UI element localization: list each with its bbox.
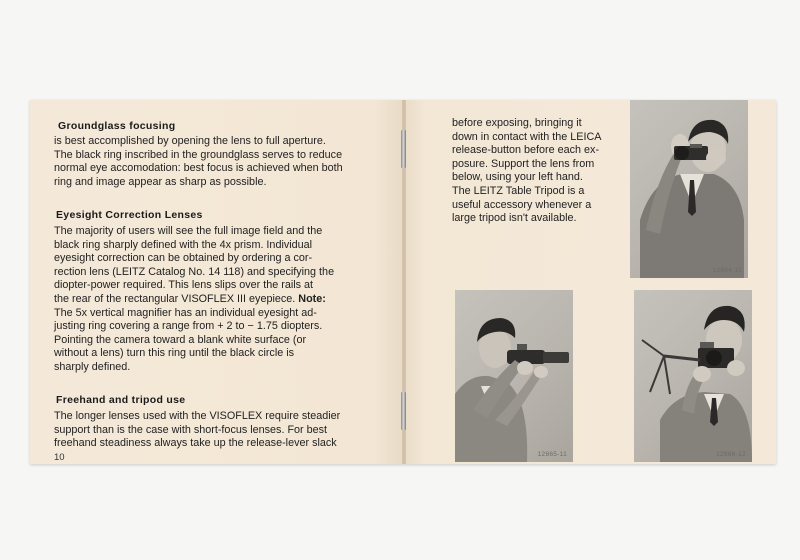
text-line: posure. Support the lens from bbox=[452, 157, 595, 170]
text-line: The 5x vertical magnifier has an individual eyesight ad- bbox=[54, 306, 317, 319]
left-page bbox=[30, 100, 404, 464]
text-line: is best accomplished by opening the lens to full aperture. bbox=[54, 135, 326, 147]
staple bbox=[401, 130, 406, 168]
section-heading-freehand: Freehand and tripod use bbox=[56, 394, 186, 406]
text-line bbox=[54, 293, 380, 307]
text-line: Pointing the camera toward a blank white surface (or bbox=[54, 333, 307, 346]
photo-table-tripod bbox=[634, 290, 752, 462]
groundglass-paragraph bbox=[54, 135, 380, 189]
booklet-spread bbox=[30, 100, 776, 464]
right-page bbox=[404, 100, 776, 464]
text-line: without a lens) turn this ring until the black circle is bbox=[54, 347, 295, 360]
photo-camera-at-eye-illustration bbox=[630, 100, 748, 278]
text-line: The black ring inscribed in the groundglass serves to reduce bbox=[54, 148, 343, 161]
section-heading-eyesight: Eyesight Correction Lenses bbox=[56, 209, 203, 221]
photo-telephoto-freehand bbox=[455, 290, 573, 462]
photo-table-tripod-illustration bbox=[634, 290, 752, 462]
right-page-paragraph bbox=[452, 117, 616, 226]
text-line: down in contact with the LEICA bbox=[452, 130, 602, 143]
text-line: black ring sharply defined with the 4x prism. Individual bbox=[54, 238, 313, 251]
text-line: The majority of users will see the full image field and the bbox=[54, 225, 323, 237]
note-label: Note: bbox=[298, 292, 326, 305]
photo-telephoto-illustration bbox=[455, 290, 573, 462]
staple bbox=[401, 392, 406, 430]
text-line: justing ring covering a range from + 2 to − 1.75 diopters. bbox=[54, 320, 323, 333]
text-line: eyesight correction can be obtained by ordering a cor- bbox=[54, 252, 313, 265]
text-line: rection lens (LEITZ Catalog No. 14 118) and specifying the bbox=[54, 265, 335, 278]
text-line: The LEITZ Table Tripod is a bbox=[452, 184, 585, 197]
text-line: normal eye accomodation: best focus is achieved when both bbox=[54, 162, 343, 175]
text-line: release-button before each ex- bbox=[452, 144, 600, 157]
text-line: ring and image appear as sharp as possible. bbox=[54, 175, 267, 188]
text-line: large tripod isn't available. bbox=[452, 212, 577, 225]
section-heading-groundglass: Groundglass focusing bbox=[58, 120, 176, 132]
text-line: diopter-power required. This lens slips over the rails at bbox=[54, 279, 314, 292]
text-line: freehand steadiness always take up the release-lever slack bbox=[54, 437, 337, 450]
eyesight-paragraph bbox=[54, 225, 380, 375]
text-line: before exposing, bringing it bbox=[452, 117, 582, 129]
text-line: support than is the case with short-focus lenses. For best bbox=[54, 423, 328, 436]
text-line: The longer lenses used with the VISOFLEX require steadier bbox=[54, 410, 341, 422]
freehand-paragraph bbox=[54, 410, 380, 451]
photo-code: 12865-11 bbox=[537, 451, 567, 458]
page-number: 10 bbox=[54, 452, 65, 463]
text-line-part: the rear of the rectangular VISOFLEX III eyepiece. bbox=[54, 292, 296, 305]
text-line: sharply defined. bbox=[54, 360, 131, 373]
photo-code: 12864-11 bbox=[712, 267, 742, 274]
text-line: below, using your left hand. bbox=[452, 171, 583, 184]
photo-camera-at-eye bbox=[630, 100, 748, 278]
text-line: useful accessory whenever a bbox=[452, 198, 592, 211]
photo-code: 12866-12 bbox=[716, 451, 746, 458]
